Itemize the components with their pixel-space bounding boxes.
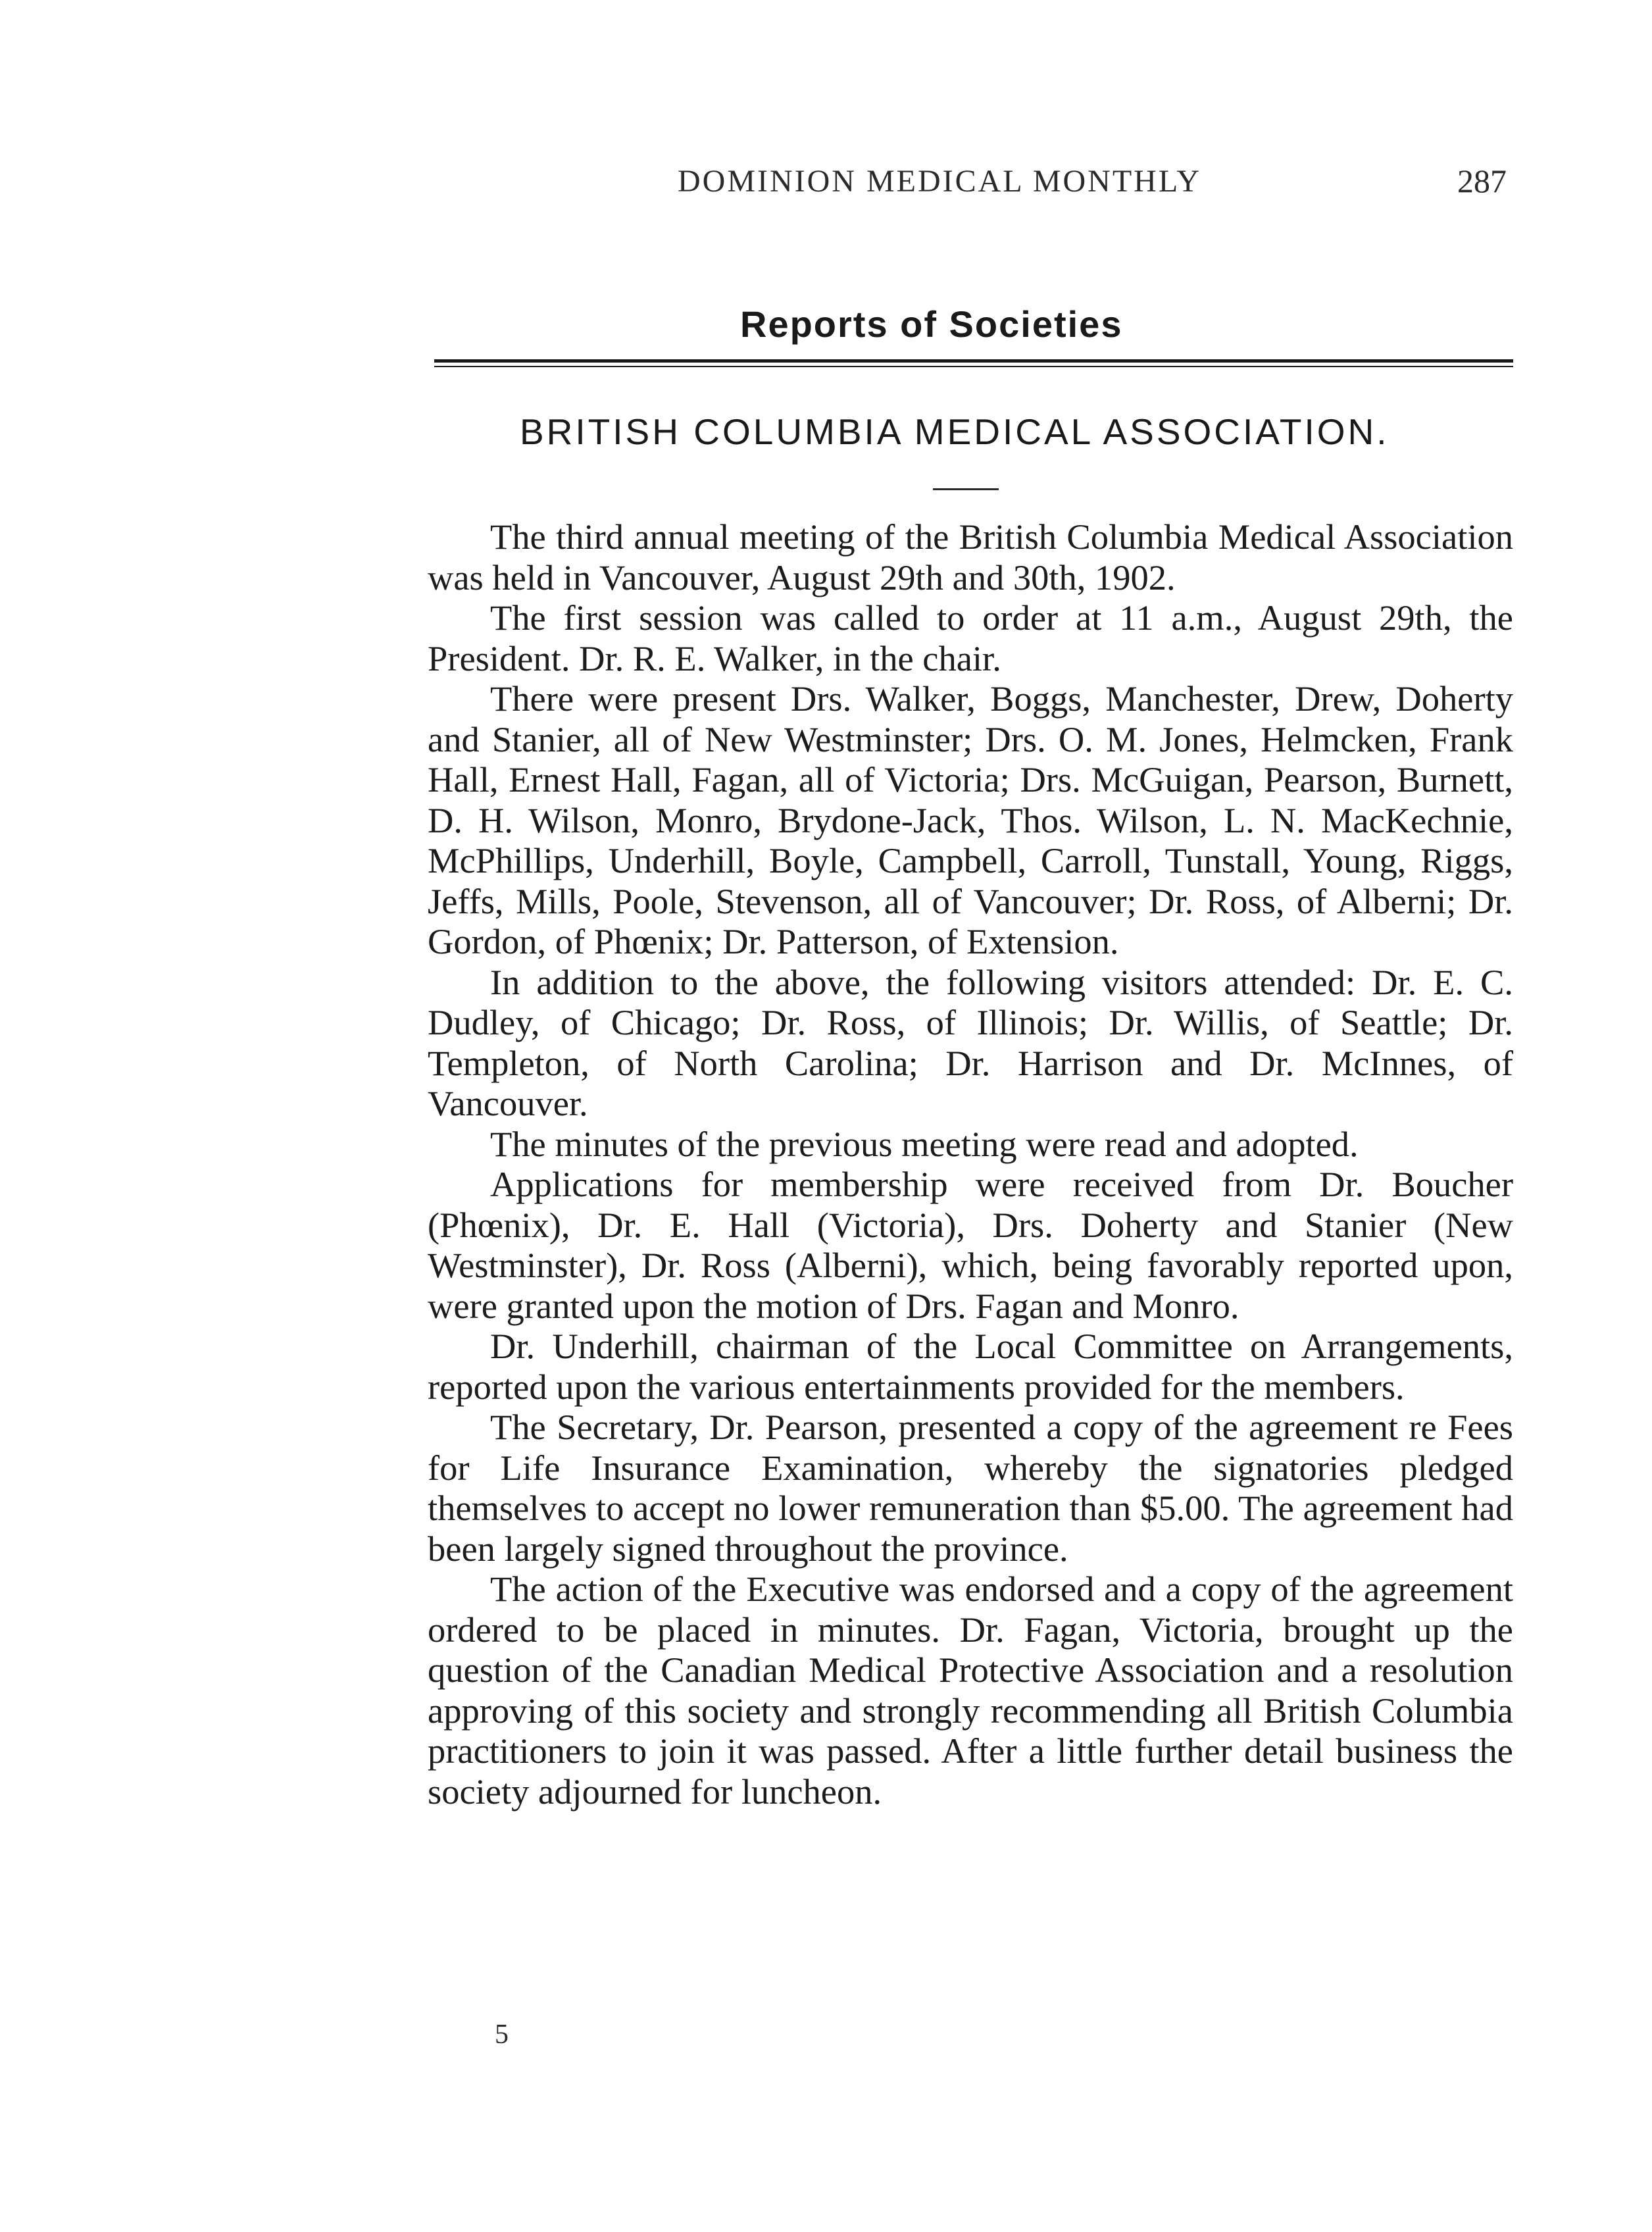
paragraph: In addition to the above, the following visitors attended: Dr. E. C. Dudley, of Chicago; Dr. Ross, of Illinois; Dr. Willis, of Seattle; Dr. Templeton, of North Carolina; Dr. Harrison and Dr. McInnes, of Vancouver.	[428, 961, 1513, 1123]
paragraph: The action of the Executive was endorsed and a copy of the agreement ordered to be placed in minutes. Dr. Fagan, Victoria, brought up the question of the Canadian Medical Protective Association and a resolution approving of this society and strongly recommending all British Columbia practitioners to join it was passed. After a little further detail business the society adjourned for luncheon.	[428, 1569, 1513, 1812]
title-dash-divider	[933, 488, 999, 490]
paragraph: Dr. Underhill, chairman of the Local Committee on Arrangements, reported upon the various entertainments provided for the members.	[428, 1326, 1513, 1407]
section-rule-thin	[434, 366, 1513, 367]
paragraph: The third annual meeting of the British Columbia Medical Association was held in Vancouver, August 29th and 30th, 1902.	[428, 517, 1513, 597]
running-head: DOMINION MEDICAL MONTHLY	[678, 164, 1202, 199]
section-rule-thick	[434, 359, 1513, 363]
section-title: Reports of Societies	[740, 303, 1123, 345]
signature-mark: 5	[495, 2019, 509, 2050]
paragraph: The first session was called to order at 11 a.m., August 29th, the President. Dr. R. E. Walker, in the chair.	[428, 597, 1513, 678]
paragraph: The Secretary, Dr. Pearson, presented a copy of the agreement re Fees for Life Insurance Examination, whereby the signatories pledged themselves to accept no lower remuneration than $5.00. The agreement had been largely signed throughout the province.	[428, 1407, 1513, 1569]
page-number: 287	[1457, 163, 1507, 199]
paragraph: The minutes of the previous meeting were read and adopted.	[490, 1123, 1359, 1164]
paragraph: There were present Drs. Walker, Boggs, Manchester, Drew, Doherty and Stanier, all of New Westminster; Drs. O. M. Jones, Helmcken, Frank Hall, Ernest Hall, Fagan, all of Victoria; Drs. McGuigan, Pearson, Burnett, D. H. Wilson, Monro, Brydone-Jack, Thos. Wilson, L. N. MacKechnie, McPhillips, Underhill, Boyle, Campbell, Carroll, Tunstall, Young, Riggs, Jeffs, Mills, Poole, Stevenson, all of Vancouver; Dr. Ross, of Alberni; Dr. Gordon, of Phœnix; Dr. Patterson, of Extension.	[428, 678, 1513, 961]
paragraph: Applications for membership were received from Dr. Boucher (Phœnix), Dr. E. Hall (Victoria), Drs. Doherty and Stanier (New Westminster), Dr. Ross (Alberni), which, being favorably reported upon, were granted upon the motion of Drs. Fagan and Monro.	[428, 1164, 1513, 1326]
article-body	[428, 517, 1513, 1812]
article-title: BRITISH COLUMBIA MEDICAL ASSOCIATION.	[520, 411, 1389, 452]
